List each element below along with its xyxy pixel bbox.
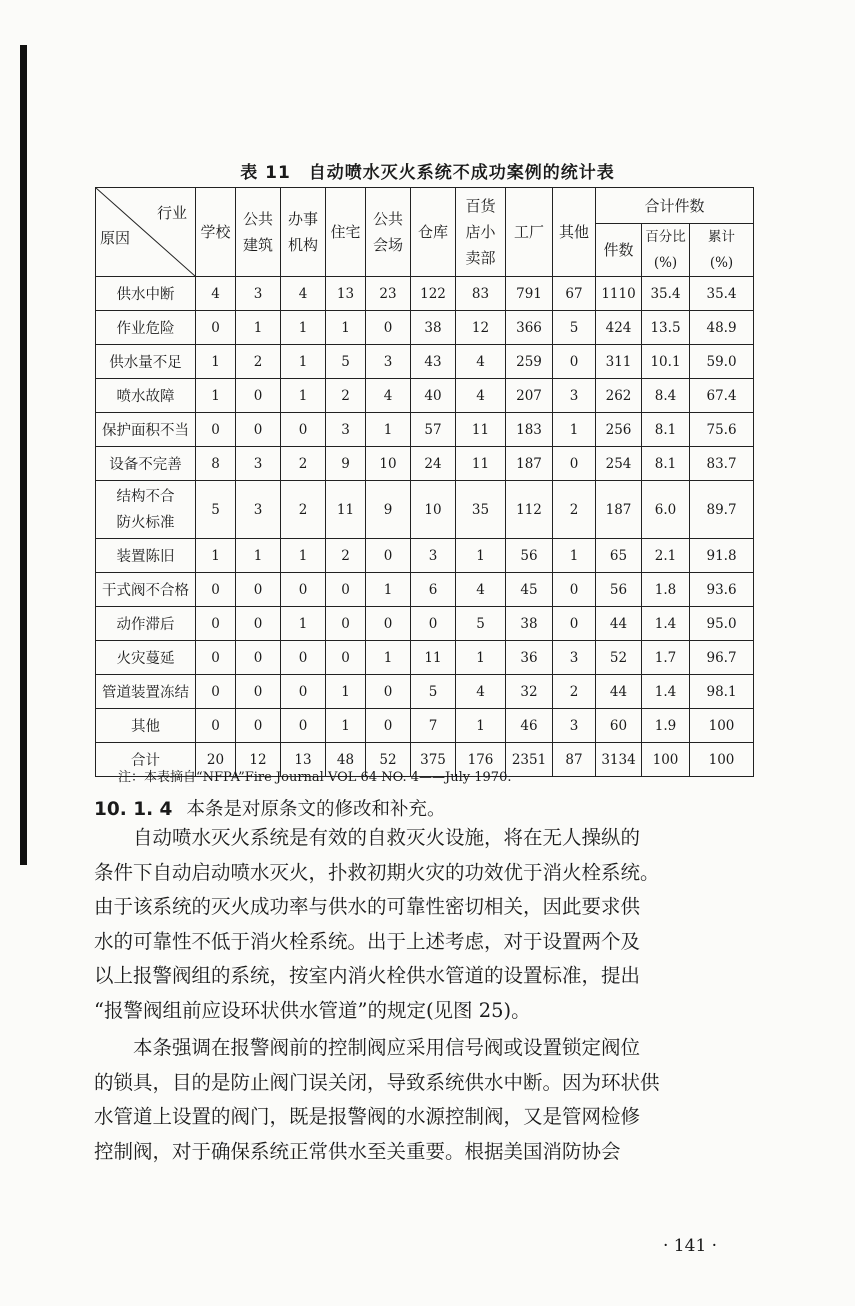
row-cause-cell: 结构不合 防火标准	[96, 481, 196, 539]
value-cell: 0	[281, 573, 326, 607]
value-cell: 43	[411, 345, 456, 379]
value-cell: 52	[366, 743, 411, 777]
table-row	[96, 311, 754, 345]
value-cell: 0	[366, 311, 411, 345]
row-cause-cell: 装置陈旧	[96, 539, 196, 573]
percent-cell: 100	[642, 743, 690, 777]
value-cell: 183	[506, 413, 553, 447]
value-cell: 4	[456, 379, 506, 413]
percent-cell: 10.1	[642, 345, 690, 379]
value-cell: 3	[366, 345, 411, 379]
table-row	[96, 539, 754, 573]
row-cause-cell: 管道装置冻结	[96, 675, 196, 709]
value-cell: 5	[326, 345, 366, 379]
col-header: 仓库	[411, 188, 456, 277]
value-cell: 1	[281, 379, 326, 413]
percent-cell: 98.1	[690, 675, 754, 709]
section-heading	[94, 795, 445, 821]
value-cell: 1	[553, 539, 596, 573]
value-cell: 11	[411, 641, 456, 675]
table-row	[96, 573, 754, 607]
value-cell: 36	[506, 641, 553, 675]
corner-header-cell	[96, 188, 196, 277]
value-cell: 1	[366, 573, 411, 607]
value-cell: 4	[281, 277, 326, 311]
value-cell: 311	[596, 345, 642, 379]
col-header: 工厂	[506, 188, 553, 277]
value-cell: 44	[596, 607, 642, 641]
corner-industry-label: 行业	[156, 204, 187, 222]
value-cell: 259	[506, 345, 553, 379]
value-cell: 187	[596, 481, 642, 539]
table-row	[96, 413, 754, 447]
row-cause-cell: 动作滞后	[96, 607, 196, 641]
value-cell: 3	[326, 413, 366, 447]
value-cell: 1	[456, 709, 506, 743]
value-cell: 0	[236, 709, 281, 743]
value-cell: 1	[281, 607, 326, 641]
row-cause-cell: 供水量不足	[96, 345, 196, 379]
row-cause-cell: 干式阀不合格	[96, 573, 196, 607]
text-line: 水的可靠性不低于消火栓系统。出于上述考虑，对于设置两个及	[94, 929, 641, 953]
value-cell: 254	[596, 447, 642, 481]
value-cell: 40	[411, 379, 456, 413]
value-cell: 9	[366, 481, 411, 539]
value-cell: 20	[196, 743, 236, 777]
value-cell: 24	[411, 447, 456, 481]
percent-cell: 1.4	[642, 675, 690, 709]
value-cell: 1	[281, 539, 326, 573]
value-cell: 2	[326, 539, 366, 573]
value-cell: 4	[456, 345, 506, 379]
table-row	[96, 709, 754, 743]
row-cause-cell: 保护面积不当	[96, 413, 196, 447]
percent-cell: 1.7	[642, 641, 690, 675]
table-row	[96, 277, 754, 311]
value-cell: 2	[281, 481, 326, 539]
text-line: 以上报警阀组的系统，按室内消火栓供水管道的设置标准，提出	[94, 964, 641, 987]
value-cell: 0	[281, 675, 326, 709]
value-cell: 3	[236, 481, 281, 539]
value-cell: 48	[326, 743, 366, 777]
value-cell: 1	[281, 311, 326, 345]
value-cell: 9	[326, 447, 366, 481]
value-cell: 0	[196, 709, 236, 743]
value-cell: 0	[281, 641, 326, 675]
value-cell: 0	[366, 675, 411, 709]
value-cell: 4	[366, 379, 411, 413]
value-cell: 262	[596, 379, 642, 413]
value-cell: 791	[506, 277, 553, 311]
value-cell: 1	[553, 413, 596, 447]
value-cell: 0	[326, 573, 366, 607]
page-number: · 141 ·	[663, 1236, 718, 1256]
percent-cell: 8.4	[642, 379, 690, 413]
value-cell: 0	[281, 709, 326, 743]
value-cell: 1	[326, 675, 366, 709]
value-cell: 2	[553, 481, 596, 539]
value-cell: 0	[326, 641, 366, 675]
value-cell: 2351	[506, 743, 553, 777]
value-cell: 12	[236, 743, 281, 777]
col-header: 其他	[553, 188, 596, 277]
value-cell: 2	[553, 675, 596, 709]
value-cell: 13	[326, 277, 366, 311]
percent-cell: 89.7	[690, 481, 754, 539]
row-cause-cell: 其他	[96, 709, 196, 743]
row-cause-cell: 火灾蔓延	[96, 641, 196, 675]
table-row	[96, 641, 754, 675]
text-line: 水管道上设置的阀门，既是报警阀的水源控制阀，又是管网检修	[94, 1105, 641, 1128]
percent-cell: 1.4	[642, 607, 690, 641]
value-cell: 0	[236, 675, 281, 709]
value-cell: 4	[196, 277, 236, 311]
percent-cell: 59.0	[690, 345, 754, 379]
value-cell: 3	[236, 277, 281, 311]
value-cell: 1	[196, 345, 236, 379]
table-body	[96, 277, 754, 777]
value-cell: 1	[196, 379, 236, 413]
value-cell: 5	[411, 675, 456, 709]
value-cell: 0	[411, 607, 456, 641]
value-cell: 1	[456, 641, 506, 675]
percent-cell: 91.8	[690, 539, 754, 573]
value-cell: 10	[411, 481, 456, 539]
table-row	[96, 675, 754, 709]
value-cell: 0	[196, 675, 236, 709]
table-note: 注：本表摘自“NFPA”Fire Journal VOL 64 NO. 4——July 1970.	[118, 770, 512, 785]
value-cell: 5	[456, 607, 506, 641]
col-header: 百货 店小 卖部	[456, 188, 506, 277]
value-cell: 11	[326, 481, 366, 539]
value-cell: 46	[506, 709, 553, 743]
value-cell: 3	[553, 709, 596, 743]
table-row	[96, 345, 754, 379]
value-cell: 3134	[596, 743, 642, 777]
text-line: 本条强调在报警阀前的控制阀应采用信号阀或设置锁定阀位	[133, 1036, 641, 1059]
text-line: 自动喷水灭火系统是有效的自救灭火设施，将在无人操纵的	[133, 826, 641, 849]
row-cause-cell: 设备不完善	[96, 447, 196, 481]
percent-cell: 8.1	[642, 413, 690, 447]
value-cell: 4	[456, 675, 506, 709]
value-cell: 0	[366, 539, 411, 573]
value-cell: 57	[411, 413, 456, 447]
percent-cell: 1.8	[642, 573, 690, 607]
section-heading-text: 本条是对原条文的修改和补充。	[186, 799, 446, 820]
value-cell: 1110	[596, 277, 642, 311]
value-cell: 3	[236, 447, 281, 481]
percent-cell: 1.9	[642, 709, 690, 743]
value-cell: 207	[506, 379, 553, 413]
value-cell: 424	[596, 311, 642, 345]
value-cell: 122	[411, 277, 456, 311]
percent-cell: 100	[690, 709, 754, 743]
percent-cell: 96.7	[690, 641, 754, 675]
value-cell: 0	[196, 413, 236, 447]
value-cell: 44	[596, 675, 642, 709]
table-row	[96, 481, 754, 539]
value-cell: 112	[506, 481, 553, 539]
value-cell: 10	[366, 447, 411, 481]
table-row	[96, 379, 754, 413]
value-cell: 1	[236, 539, 281, 573]
value-cell: 1	[281, 345, 326, 379]
text-line: 由于该系统的灭火成功率与供水的可靠性密切相关，因此要求供	[94, 895, 641, 918]
sub-header-percent: 百分比 (%)	[642, 224, 690, 277]
text-line: “报警阀组前应设环状供水管道”的规定(见图 25)。	[94, 998, 531, 1022]
row-cause-cell: 合计	[96, 743, 196, 777]
row-cause-cell: 喷水故障	[96, 379, 196, 413]
sub-header-count: 件数	[596, 224, 642, 277]
value-cell: 176	[456, 743, 506, 777]
value-cell: 11	[456, 413, 506, 447]
percent-cell: 93.6	[690, 573, 754, 607]
value-cell: 0	[553, 607, 596, 641]
value-cell: 4	[456, 573, 506, 607]
value-cell: 65	[596, 539, 642, 573]
value-cell: 256	[596, 413, 642, 447]
text-line: 控制阀，对于确保系统正常供水至关重要。根据美国消防协会	[94, 1139, 621, 1163]
col-header: 公共 建筑	[236, 188, 281, 277]
value-cell: 1	[366, 413, 411, 447]
row-cause-cell: 作业危险	[96, 311, 196, 345]
value-cell: 0	[366, 709, 411, 743]
col-header: 住宅	[326, 188, 366, 277]
value-cell: 0	[196, 607, 236, 641]
value-cell: 0	[553, 447, 596, 481]
corner-cause-label: 原因	[100, 229, 131, 247]
value-cell: 0	[196, 311, 236, 345]
table-row	[96, 607, 754, 641]
value-cell: 0	[553, 345, 596, 379]
percent-cell: 35.4	[690, 277, 754, 311]
value-cell: 3	[411, 539, 456, 573]
value-cell: 56	[506, 539, 553, 573]
value-cell: 0	[196, 641, 236, 675]
value-cell: 366	[506, 311, 553, 345]
value-cell: 23	[366, 277, 411, 311]
value-cell: 1	[196, 539, 236, 573]
value-cell: 56	[596, 573, 642, 607]
percent-cell: 6.0	[642, 481, 690, 539]
row-cause-cell: 供水中断	[96, 277, 196, 311]
value-cell: 60	[596, 709, 642, 743]
value-cell: 0	[236, 641, 281, 675]
value-cell: 67	[553, 277, 596, 311]
table-row	[96, 447, 754, 481]
col-header: 公共 会场	[366, 188, 411, 277]
value-cell: 1	[326, 311, 366, 345]
percent-cell: 95.0	[690, 607, 754, 641]
value-cell: 5	[196, 481, 236, 539]
value-cell: 2	[236, 345, 281, 379]
value-cell: 1	[326, 709, 366, 743]
value-cell: 0	[236, 607, 281, 641]
value-cell: 0	[196, 573, 236, 607]
percent-cell: 8.1	[642, 447, 690, 481]
percent-cell: 2.1	[642, 539, 690, 573]
value-cell: 83	[456, 277, 506, 311]
value-cell: 52	[596, 641, 642, 675]
value-cell: 1	[456, 539, 506, 573]
paragraph-1	[94, 821, 760, 1028]
value-cell: 2	[326, 379, 366, 413]
value-cell: 0	[326, 607, 366, 641]
col-header: 学校	[196, 188, 236, 277]
section-number: 10. 1. 4	[94, 799, 173, 820]
paragraph-2	[94, 1031, 760, 1169]
table-title: 表 11 自动喷水灭火系统不成功案例的统计表	[240, 163, 615, 183]
value-cell: 11	[456, 447, 506, 481]
value-cell: 0	[236, 573, 281, 607]
value-cell: 0	[236, 413, 281, 447]
value-cell: 5	[553, 311, 596, 345]
value-cell: 7	[411, 709, 456, 743]
percent-cell: 67.4	[690, 379, 754, 413]
value-cell: 2	[281, 447, 326, 481]
percent-cell: 13.5	[642, 311, 690, 345]
value-cell: 38	[506, 607, 553, 641]
value-cell: 3	[553, 641, 596, 675]
value-cell: 0	[553, 573, 596, 607]
value-cell: 1	[236, 311, 281, 345]
value-cell: 0	[281, 413, 326, 447]
value-cell: 375	[411, 743, 456, 777]
col-header: 办事 机构	[281, 188, 326, 277]
value-cell: 0	[366, 607, 411, 641]
value-cell: 6	[411, 573, 456, 607]
value-cell: 32	[506, 675, 553, 709]
text-line: 的锁具，目的是防止阀门误关闭，导致系统供水中断。因为环状供	[94, 1070, 660, 1094]
value-cell: 1	[366, 641, 411, 675]
value-cell: 187	[506, 447, 553, 481]
value-cell: 45	[506, 573, 553, 607]
text-line: 条件下自动启动喷水灭火，扑救初期火灾的功效优于消火栓系统。	[94, 860, 660, 884]
value-cell: 87	[553, 743, 596, 777]
value-cell: 13	[281, 743, 326, 777]
percent-cell: 48.9	[690, 311, 754, 345]
value-cell: 8	[196, 447, 236, 481]
percent-cell: 35.4	[642, 277, 690, 311]
value-cell: 0	[236, 379, 281, 413]
value-cell: 3	[553, 379, 596, 413]
value-cell: 35	[456, 481, 506, 539]
value-cell: 38	[411, 311, 456, 345]
percent-cell: 83.7	[690, 447, 754, 481]
percent-cell: 75.6	[690, 413, 754, 447]
totals-group-header: 合计件数	[596, 188, 754, 224]
statistics-table	[95, 187, 754, 777]
percent-cell: 100	[690, 743, 754, 777]
value-cell: 12	[456, 311, 506, 345]
sub-header-cumulative: 累计 (%)	[690, 224, 754, 277]
